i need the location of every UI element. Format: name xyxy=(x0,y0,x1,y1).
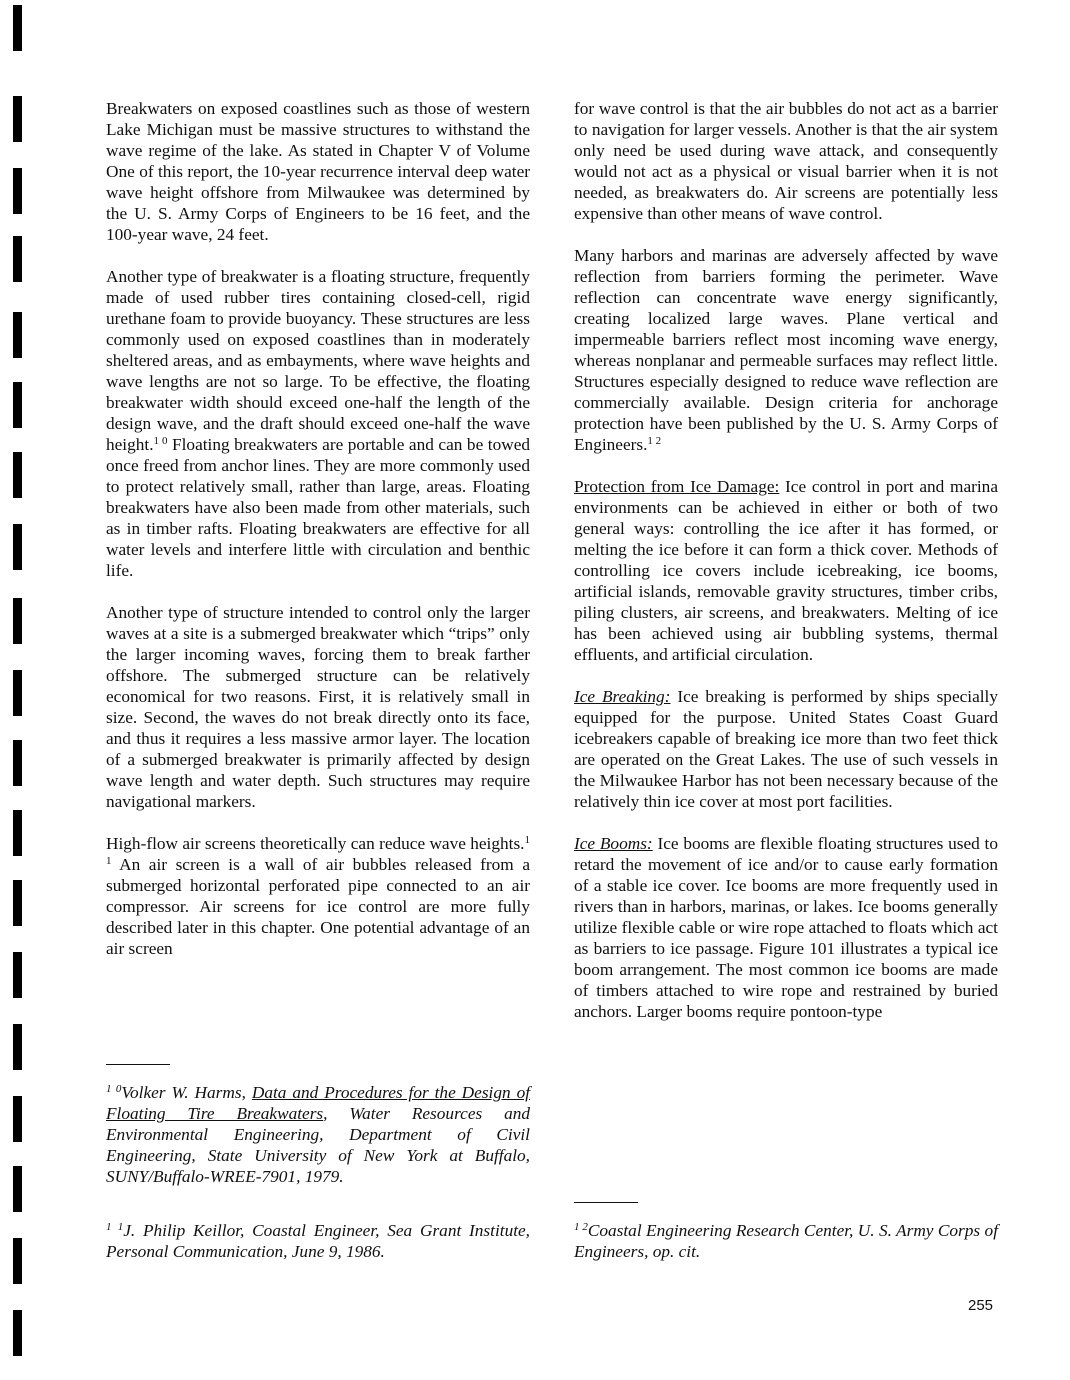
paragraph-text: Ice breaking is performed by ships specially equipped for the purpose. United States Coast Guard icebreakers capable of breaking ice more than two feet thick are operated on the Great Lakes. The use of such vessels in the Milwaukee Harbor has not been necessary because of the relatively thin ice cover at most port facilities. xyxy=(574,687,998,811)
binding-mark xyxy=(13,236,22,282)
binding-mark xyxy=(13,952,22,998)
paragraph-ice-damage xyxy=(574,476,998,665)
paragraph-air-screen-advantage xyxy=(574,98,998,224)
paragraph-submerged-breakwater xyxy=(106,602,530,812)
binding-mark xyxy=(13,880,22,926)
footnote-author: Volker W. Harms, xyxy=(121,1083,252,1102)
footnote-source: , Water Resources and Environmental Engineering, Department of Civil Engineering, State University of New York at Buffalo, SUNY/Buffalo-WREE-7901, 1979. xyxy=(106,1104,530,1186)
section-heading-ice-damage: Protection from Ice Damage: xyxy=(574,477,780,496)
binding-mark xyxy=(13,740,22,786)
footnote-ref-10: 1 0 xyxy=(153,435,168,447)
binding-mark xyxy=(13,382,22,428)
binding-mark xyxy=(13,810,22,856)
footnote-11 xyxy=(106,1220,530,1262)
paragraph-breakwater-exposed-coastlines xyxy=(106,98,530,245)
binding-mark xyxy=(13,96,22,142)
footnote-mark: 1 2 xyxy=(574,1221,588,1233)
paragraph-wave-reflection xyxy=(574,245,998,455)
paragraph-text: An air screen is a wall of air bubbles released from a submerged horizontal perforated pipe connected to an air compressor. Air screens for ice control are more fully described later in this chapter. One potential advantage of an air screen xyxy=(106,855,530,958)
paragraph-text: Breakwaters on exposed coastlines such as those of western Lake Michigan must be massive structures to withstand the wave regime of the lake. As stated in Chapter V of Volume One of this report, the 10-year recurrence interval deep water wave height offshore from Milwaukee was determined by the U. S. Army Corps of Engineers to be 16 feet, and the 100-year wave, 24 feet. xyxy=(106,99,530,244)
footnote-rule-left xyxy=(106,1064,170,1065)
footnote-mark: 1 1 xyxy=(106,1221,124,1233)
binding-mark xyxy=(13,452,22,498)
paragraph-text: Ice control in port and marina environments can be achieved in either or both of two general ways: controlling the ice after it has formed, or melting the ice before it can form a thick cover. Methods of controlling ice covers include icebreaking, ice booms, artificial islands, removable gravity structures, timber cribs, piling clusters, air screens, and breakwaters. Melting of ice has been achieved using air bubbling systems, thermal effluents, and artificial circulation. xyxy=(574,477,998,664)
footnote-title: Data and Procedures for the Design of Floating Tire Breakwaters xyxy=(106,1083,531,1123)
footnote-ref-11: 1 1 xyxy=(106,834,530,867)
binding-mark xyxy=(13,1238,22,1284)
footnote-10 xyxy=(106,1082,530,1187)
binding-mark xyxy=(13,312,22,358)
binding-mark xyxy=(13,524,22,570)
paragraph-text: Many harbors and marinas are adversely affected by wave reflection from barriers forming the perimeter. Wave reflection can concentrate wave energy significantly, creating localized large waves. Plane vertical and impermeable barriers reflect most incoming wave energy, whereas nonplanar and permeable surfaces may reflect little. Structures especially designed to reduce wave reflection are commercially available. Design criteria for anchorage protection have been published by the U. S. Army Corps of Engineers. xyxy=(574,246,998,454)
binding-mark xyxy=(13,1024,22,1070)
binding-mark xyxy=(13,1096,22,1142)
paragraph-text: Ice booms are flexible floating structures used to retard the movement of ice and/or to cause early formation of a stable ice cover. Ice booms are more frequently used in rivers than in harbors, marinas, or lakes. Ice booms generally utilize flexible cable or wire rope attached to floats which act as barriers to ice passage. Figure 101 illustrates a typical ice boom arrangement. The most common ice booms are made of timbers attached to wire rope and restrained by buried anchors. Larger booms require pontoon-type xyxy=(574,834,998,1021)
right-column xyxy=(574,98,998,1043)
binding-mark xyxy=(13,598,22,644)
footnote-12 xyxy=(574,1220,998,1262)
footnote-mark: 1 0 xyxy=(106,1083,122,1095)
footnote-rule-right xyxy=(574,1202,638,1203)
paragraph-text: Floating breakwaters are portable and can be towed once freed from anchor lines. They are more commonly used to protect relatively small, rather than large, areas. Floating breakwaters have also been made from other materials, such as in timber rafts. Floating breakwaters are effective for all water levels and interfere little with circulation and benthic life. xyxy=(106,435,531,580)
paragraph-air-screens xyxy=(106,833,530,959)
binding-mark xyxy=(13,670,22,716)
paragraph-ice-booms xyxy=(574,833,998,1022)
paragraph-floating-breakwater xyxy=(106,266,530,581)
footnote-ref-12: 1 2 xyxy=(647,435,662,447)
binding-mark xyxy=(13,168,22,214)
left-column xyxy=(106,98,530,980)
paragraph-text: High-flow air screens theoretically can reduce wave heights. xyxy=(106,834,525,853)
paragraph-text: for wave control is that the air bubbles do not act as a barrier to navigation for larger vessels. Another is that the air system only need be used during wave attack, and consequently would not act as a physical or visual barrier when it is not needed, as breakwaters do. Air screens are potentially less expensive than other means of wave control. xyxy=(574,99,998,223)
footnote-text: J. Philip Keillor, Coastal Engineer, Sea Grant Institute, Personal Communication, June 9, 1986. xyxy=(106,1221,530,1261)
binding-mark xyxy=(13,5,22,51)
paragraph-text: Another type of breakwater is a floating structure, frequently made of used rubber tires containing closed-cell, rigid urethane foam to provide buoyancy. These structures are less commonly used on exposed coastlines than in moderately sheltered areas, and as embayments, where wave heights and wave lengths are not so large. To be effective, the floating breakwater width should exceed one-half the length of the design wave, and the draft should exceed one-half the wave height. xyxy=(106,267,530,454)
binding-mark xyxy=(13,1166,22,1212)
binding-mark xyxy=(13,1310,22,1356)
paragraph-ice-breaking xyxy=(574,686,998,812)
paragraph-text: Another type of structure intended to control only the larger waves at a site is a submerged breakwater which “trips” only the larger incoming waves, forcing them to break farther offshore. The submerged structure can be relatively economical for two reasons. First, it is relatively small in size. Second, the waves do not break directly onto its face, and thus it requires a less massive armor layer. The location of a submerged breakwater is primarily affected by design wave length and water depth. Such structures may require navigational markers. xyxy=(106,603,530,811)
section-heading-ice-breaking: Ice Breaking: xyxy=(574,687,671,706)
section-heading-ice-booms: Ice Booms: xyxy=(574,834,653,853)
footnote-text: Coastal Engineering Research Center, U. S. Army Corps of Engineers, op. cit. xyxy=(574,1221,998,1261)
page-number: 255 xyxy=(968,1297,994,1314)
